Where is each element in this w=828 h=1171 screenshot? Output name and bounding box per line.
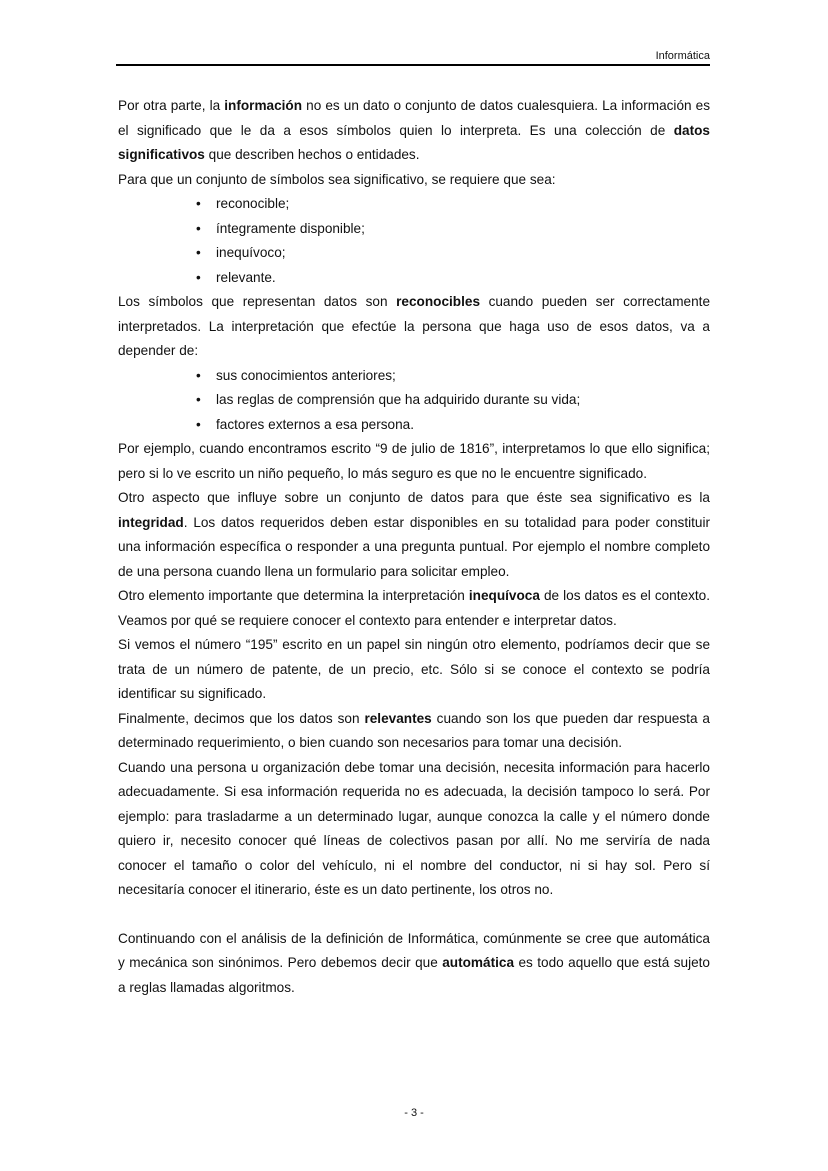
bullet-icon: • <box>196 269 201 285</box>
paragraph-informacion: Por otra parte, la información no es un dato o conjunto de datos cualesquiera. La información es el significado que le da a esos símbolos quien lo interpreta. Es una colección de datos significativos que describen hechos o entidades. <box>118 98 710 162</box>
header-rule <box>116 64 710 66</box>
list-item: • reconocible; <box>118 192 710 217</box>
paragraph-decision: Cuando una persona u organización debe tomar una decisión, necesita información para hacerlo adecuadamente. Si esa información requerida no es adecuada, la decisión tampoco lo será. Por ejemplo: para trasladarme a un determinado lugar, aunque conozca la calle y el número donde quiero ir, necesito conocer qué líneas de colectivos pasan por allí. No me serviría de nada conocer el tamaño o color del vehículo, ni el nombre del conductor, ni si hay sol. Pero sí necesitaría conocer el itinerario, éste es un dato pertinente, los otros no. <box>118 759 710 897</box>
paragraph-requisitos: Para que un conjunto de símbolos sea significativo, se requiere que sea: <box>118 171 556 187</box>
list-item: • relevante. <box>118 266 710 291</box>
requirements-list <box>118 192 710 290</box>
document-body <box>118 94 710 1000</box>
paragraph-integridad: Otro aspecto que influye sobre un conjunto de datos para que éste sea significativo es la integridad. Los datos requeridos deben estar disponibles en su totalidad para poder constituir una información específica o responder a una pregunta puntual. Por ejemplo el nombre completo de una persona cuando llena un formulario para solicitar empleo. <box>118 490 710 579</box>
paragraph-automatica: Continuando con el análisis de la definición de Informática, comúnmente se cree que automática y mecánica son sinónimos. Pero debemos decir que automática es todo aquello que está sujeto a reglas llamadas algoritmos. <box>118 930 710 995</box>
paragraph-reconocibles: Los símbolos que representan datos son reconocibles cuando pueden ser correctamente interpretados. La interpretación que efectúe la persona que haga uso de esos datos, va a depender de: <box>118 294 711 358</box>
bullet-icon: • <box>196 245 201 260</box>
list-item: • íntegramente disponible; <box>118 217 710 242</box>
paragraph-inequivoca: Otro elemento importante que determina la interpretación inequívoca de los datos es el contexto. Veamos por qué se requiere conocer el contexto para entender e interpretar datos. <box>118 588 710 628</box>
header-title: Informática <box>655 50 710 62</box>
bullet-icon: • <box>196 392 201 407</box>
paragraph-numero-195: Si vemos el número “195” escrito en un papel sin ningún otro elemento, podríamos decir que se trata de un número de patente, de un precio, etc. Sólo si se conoce el contexto se podría identificar su significado. <box>118 637 710 701</box>
page-number: - 3 - <box>404 1107 424 1119</box>
paragraph-ejemplo-fecha: Por ejemplo, cuando encontramos escrito “9 de julio de 1816”, interpretamos lo que ello significa; pero si lo ve escrito un niño pequeño, lo más seguro es que no le encuentre significado. <box>118 441 710 481</box>
list-item: • inequívoco; <box>118 241 710 266</box>
paragraph-gap <box>118 903 710 927</box>
factors-list <box>118 364 710 438</box>
paragraph-relevantes: Finalmente, decimos que los datos son relevantes cuando son los que pueden dar respuesta a determinado requerimiento, o bien cuando son necesarios para tomar una decisión. <box>118 710 710 750</box>
bullet-icon: • <box>196 367 201 383</box>
bullet-icon: • <box>196 196 201 211</box>
bullet-icon: • <box>196 416 201 432</box>
list-item: • las reglas de comprensión que ha adquirido durante su vida; <box>118 388 710 413</box>
bullet-icon: • <box>196 220 201 236</box>
list-item: • sus conocimientos anteriores; <box>118 364 710 389</box>
list-item: • factores externos a esa persona. <box>118 413 710 438</box>
